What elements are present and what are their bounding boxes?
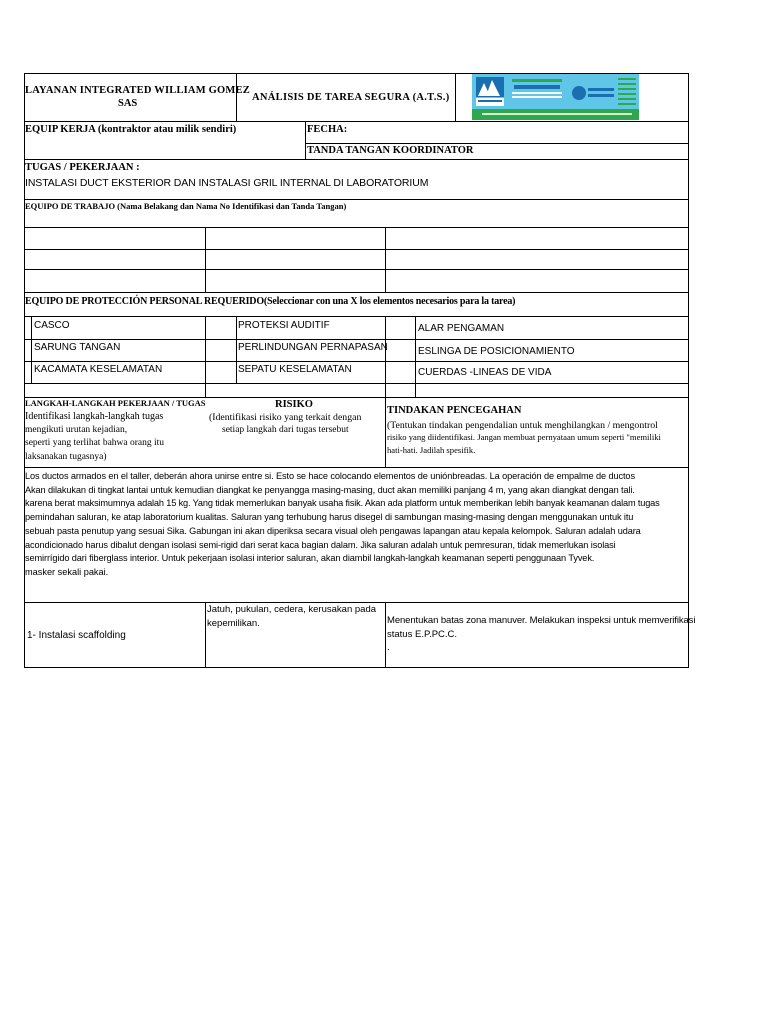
prevention-column-title: TINDAKAN PENCEGAHAN bbox=[387, 405, 522, 416]
col-divider bbox=[236, 316, 237, 383]
step-1-risk: kepemilikan. bbox=[207, 618, 260, 629]
col-divider bbox=[205, 602, 206, 668]
row-line bbox=[24, 383, 689, 384]
col-divider bbox=[385, 316, 386, 467]
row-line bbox=[24, 602, 689, 603]
prevention-column-desc: (Tentukan tindakan pengendalian untuk menghilangkan / mengontrol bbox=[387, 420, 658, 431]
company-logo-icon bbox=[472, 74, 639, 120]
epp-item-casco: CASCO bbox=[34, 320, 70, 331]
frame-right bbox=[688, 73, 689, 668]
row-line bbox=[24, 269, 689, 270]
tugas-label: TUGAS / PEKERJAAN : bbox=[25, 162, 140, 173]
frame-bottom bbox=[24, 667, 689, 668]
tugas-value: INSTALASI DUCT EKSTERIOR DAN INSTALASI GRIL INTERNAL DI LABORATORIUM bbox=[25, 177, 429, 189]
col-divider bbox=[205, 316, 206, 397]
row-line bbox=[24, 292, 689, 293]
row-line bbox=[24, 249, 689, 250]
steps-column-desc: laksanakan tugasnya) bbox=[25, 452, 107, 462]
epp-item-proteksi-auditif: PROTEKSI AUDITIF bbox=[238, 320, 330, 331]
row-line bbox=[24, 467, 689, 468]
steps-column-desc: Identifikasi langkah-langkah tugas bbox=[25, 411, 164, 422]
row-line bbox=[24, 316, 689, 317]
description-line: karena berat maksimumnya adalah 15 kg. Yang tidak memerlukan banyak usaha fisik. Akan ada platform untuk memberikan lebih banyak keamanan dalam tugas bbox=[25, 498, 660, 508]
row-line bbox=[24, 227, 689, 228]
row-line bbox=[24, 339, 689, 340]
equipo-trabajo-label: EQUIPO DE TRABAJO (Nama Belakang dan Nama No Identifikasi dan Tanda Tangan) bbox=[25, 201, 347, 211]
col-divider bbox=[385, 227, 386, 292]
description-line: pemindahan saluran, ke atap laboratorium kualitas. Saluran yang terhubung harus disegel di sambungan masing-masing dengan menggunakan untuk itu bbox=[25, 512, 634, 522]
epp-item-sepatu: SEPATU KESELAMATAN bbox=[238, 364, 352, 375]
prevention-column-desc: hati-hati. Jadilah spesifik. bbox=[387, 445, 476, 455]
steps-column-desc: seperti yang terlihat bahwa orang itu bbox=[25, 438, 165, 448]
epp-item-cuerdas: CUERDAS -LINEAS DE VIDA bbox=[418, 367, 552, 378]
epp-item-eslinga: ESLINGA DE POSICIONAMIENTO bbox=[418, 346, 575, 357]
col-divider bbox=[385, 602, 386, 668]
epp-item-alar-pengaman: ALAR PENGAMAN bbox=[418, 323, 505, 334]
step-1-risk: Jatuh, pukulan, cedera, kerusakan pada bbox=[207, 604, 377, 615]
step-1-label: 1- Instalasi scaffolding bbox=[27, 630, 126, 641]
epp-item-sarung-tangan: SARUNG TANGAN bbox=[34, 342, 121, 353]
step-1-prevention: status E.P.PC.C. bbox=[387, 629, 458, 640]
company-name: LAYANAN INTEGRATED WILLIAM GOMEZ bbox=[25, 85, 250, 96]
steps-column-desc: mengikuti urutan kejadian, bbox=[25, 425, 128, 435]
col-divider bbox=[415, 316, 416, 397]
description-line: acondicionado harus dibalut dengan isolasi semi-rigid dari serat kaca bagian dalam. Jika saluran adalah untuk pemresuran, tidak memerlukan isolasi bbox=[25, 540, 616, 550]
document-title: ANÁLISIS DE TAREA SEGURA (A.T.S.) bbox=[252, 92, 450, 103]
description-line: masker sekali pakai. bbox=[25, 567, 109, 577]
step-1-prevention: Menentukan batas zona manuver. Melakukan inspeksi untuk memverifikasi bbox=[387, 615, 696, 626]
epp-item-perlindungan-pernapasan: PERLINDUNGAN PERNAPASAN bbox=[238, 342, 388, 353]
tanda-tangan-label: TANDA TANGAN KOORDINATOR bbox=[307, 145, 474, 156]
col-divider bbox=[305, 121, 306, 159]
fecha-label: FECHA: bbox=[307, 124, 348, 135]
steps-column-title: LANGKAH-LANGKAH PEKERJAAN / TUGAS bbox=[25, 398, 206, 408]
description-line: sebuah pasta penutup yang sesuai Sika. Gabungan ini akan diperiksa secara visual oleh pengawas lapangan atau kepala kelompok. Saluran adalah udara bbox=[25, 526, 641, 536]
equip-kerja-label: EQUIP KERJA (kontraktor atau milik sendiri) bbox=[25, 124, 237, 135]
col-divider bbox=[31, 316, 32, 383]
description-line: Los ductos armados en el taller, deberán ahora unirse entre si. Esto se hace colocando elementos de uniónbreadas. La operación de empalme de ductos bbox=[25, 471, 635, 481]
description-line: Akan dilakukan di tingkat lantai untuk kemudian diangkat ke penyangga masing-masing, duct akan memiliki panjang 4 m, yang akan diangkat dengan tali. bbox=[25, 485, 635, 495]
col-divider bbox=[205, 227, 206, 292]
header-divider-2 bbox=[455, 73, 456, 121]
row-line bbox=[24, 159, 689, 160]
epp-item-kacamata: KACAMATA KESELAMATAN bbox=[34, 364, 163, 375]
row-line bbox=[305, 143, 689, 144]
description-line: semirrígido dari fiberglass interior. Untuk pekerjaan isolasi interior saluran, akan diambil langkah-langkah keamanan seperti penggunaan Tyvek. bbox=[25, 553, 595, 563]
row-line bbox=[24, 361, 689, 362]
company-suffix: SAS bbox=[118, 98, 138, 109]
prevention-column-desc: risiko yang diidentifikasi. Jangan membuat pernyataan umum seperti "memiliki bbox=[387, 432, 661, 442]
risk-column-title: RISIKO bbox=[275, 399, 313, 410]
row-line bbox=[24, 121, 689, 122]
epp-label: EQUIPO DE PROTECCIÓN PERSONAL REQUERIDO(Seleccionar con una X los elementos necesarios para la tarea) bbox=[25, 296, 516, 307]
risk-column-desc: setiap langkah dari tugas tersebut bbox=[222, 425, 349, 435]
risk-column-desc: (Identifikasi risiko yang terkait dengan bbox=[209, 412, 362, 423]
step-1-prevention: . bbox=[387, 642, 390, 653]
row-line bbox=[24, 199, 689, 200]
